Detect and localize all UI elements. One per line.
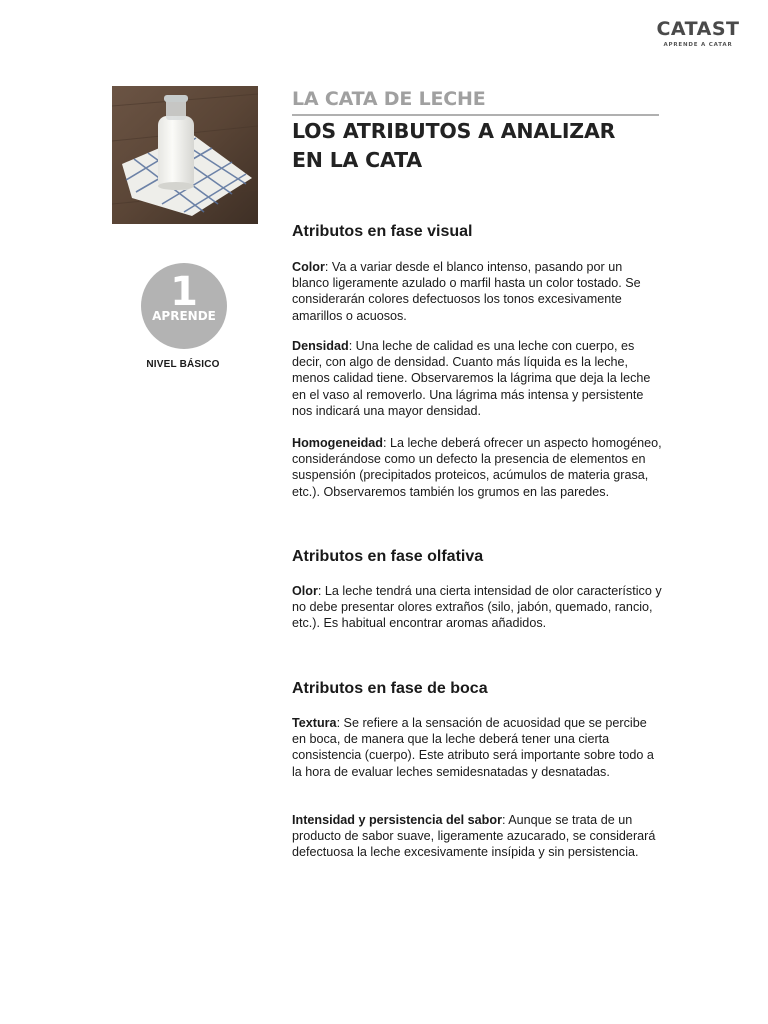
page-title xyxy=(292,117,672,175)
attribute-paragraph xyxy=(292,259,662,324)
attribute-paragraph xyxy=(292,338,662,419)
attribute-paragraph xyxy=(292,715,662,780)
title-line-2: EN LA CATA xyxy=(292,148,422,172)
header-divider xyxy=(292,114,659,116)
badge-number: 1 xyxy=(170,269,198,315)
attribute-paragraph xyxy=(292,435,662,500)
brand-logo xyxy=(656,18,740,48)
attribute-text: : Va a variar desde el blanco intenso, pasando por un blanco ligeramente azulado o marfil hasta un color tostado. Se considerarán colores defectuosos los tonos excesivamente amarillos o acuosos. xyxy=(292,260,641,323)
kicker-title: LA CATA DE LECHE xyxy=(292,88,486,110)
attribute-text: : Se refiere a la sensación de acuosidad que se percibe en boca, de manera que la leche deberá tener una cierta consistencia (cuerpo). Este atributo será importante sobre todo a la hora de evaluar leches semidesnatadas y desnatadas. xyxy=(292,716,654,779)
attribute-paragraph xyxy=(292,812,662,861)
brand-name: CATAST xyxy=(656,18,740,40)
attribute-text: : La leche deberá ofrecer un aspecto homogéneo, considerándose como un defecto la presencia de elementos en suspensión (precipitados proteicos, acúmulos de materia grasa, etc.). Observaremos también los grumos en las paredes. xyxy=(292,436,662,499)
section-heading: Atributos en fase olfativa xyxy=(292,548,484,565)
attribute-paragraph xyxy=(292,583,662,632)
attribute-term: Densidad xyxy=(292,339,349,353)
level-label: NIVEL BÁSICO xyxy=(146,359,220,370)
brand-tagline: APRENDE A CATAR xyxy=(663,42,733,48)
badge-word: APRENDE xyxy=(152,309,216,323)
attribute-term: Olor xyxy=(292,584,318,598)
section-heading: Atributos en fase visual xyxy=(292,223,473,240)
attribute-term: Color xyxy=(292,260,325,274)
attribute-text: : Aunque se trata de un producto de sabor suave, ligeramente azucarado, se considerará defectuosa la leche excesivamente insípida y sin persistencia. xyxy=(292,813,656,860)
section-heading: Atributos en fase de boca xyxy=(292,680,488,697)
attribute-term: Homogeneidad xyxy=(292,436,383,450)
title-line-1: LOS ATRIBUTOS A ANALIZAR xyxy=(292,119,616,143)
attribute-term: Intensidad y persistencia del sabor xyxy=(292,813,502,827)
attribute-text: : La leche tendrá una cierta intensidad de olor característico y no debe presentar olores extraños (silo, jabón, quemado, rancio, etc.). Es habitual encontrar aromas añadidos. xyxy=(292,584,662,631)
attribute-term: Textura xyxy=(292,716,337,730)
milk-bottle-photo xyxy=(112,86,258,224)
attribute-text: : Una leche de calidad es una leche con cuerpo, es decir, con algo de densidad. Cuanto más líquida es la leche, menos calidad tiene. Observaremos la lágrima que deja la leche en el vaso al removerlo. Una lágrima más intensa y persistente nos indicará una mayor densidad. xyxy=(292,339,651,418)
aprende-badge xyxy=(141,263,227,349)
